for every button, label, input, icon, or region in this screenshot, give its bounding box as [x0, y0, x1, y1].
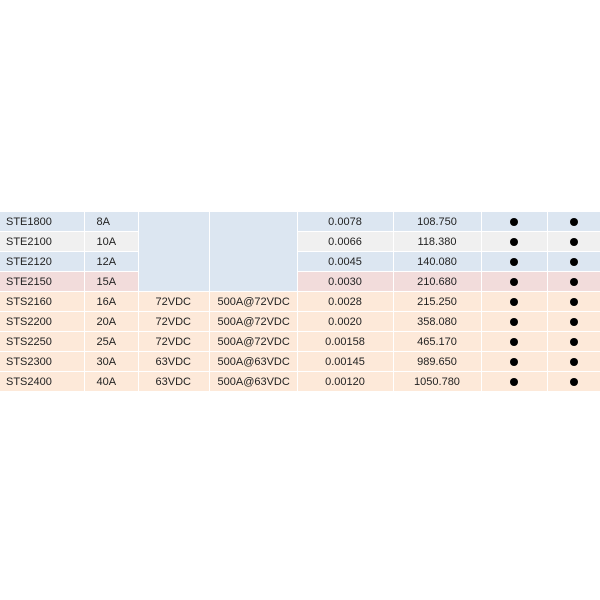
mark-cell	[481, 332, 547, 352]
table-row	[0, 332, 600, 352]
current-cell: 25A	[84, 332, 138, 352]
resistance-cell: 0.00120	[297, 372, 393, 392]
voltage-cell-merged	[138, 212, 209, 292]
breaking-capacity-cell: 500A@63VDC	[209, 352, 297, 372]
part-number-cell: STE2100	[0, 232, 84, 252]
mark-cell	[481, 272, 547, 292]
table-row	[0, 372, 600, 392]
filled-dot-icon	[570, 218, 578, 226]
filled-dot-icon	[510, 278, 518, 286]
value-cell: 465.170	[393, 332, 481, 352]
value-cell: 989.650	[393, 352, 481, 372]
mark-cell	[547, 272, 600, 292]
table-row	[0, 232, 600, 252]
filled-dot-icon	[570, 378, 578, 386]
resistance-cell: 0.00145	[297, 352, 393, 372]
filled-dot-icon	[570, 278, 578, 286]
filled-dot-icon	[570, 238, 578, 246]
mark-cell	[481, 292, 547, 312]
filled-dot-icon	[510, 338, 518, 346]
filled-dot-icon	[510, 358, 518, 366]
filled-dot-icon	[570, 318, 578, 326]
value-cell: 358.080	[393, 312, 481, 332]
specs-table	[0, 212, 600, 392]
resistance-cell: 0.0030	[297, 272, 393, 292]
table-row	[0, 352, 600, 372]
filled-dot-icon	[510, 238, 518, 246]
mark-cell	[481, 232, 547, 252]
filled-dot-icon	[510, 378, 518, 386]
breaking-capacity-cell-merged	[209, 212, 297, 292]
part-number-cell: STS2400	[0, 372, 84, 392]
mark-cell	[547, 292, 600, 312]
filled-dot-icon	[510, 258, 518, 266]
resistance-cell: 0.0045	[297, 252, 393, 272]
mark-cell	[481, 372, 547, 392]
voltage-cell: 63VDC	[138, 372, 209, 392]
mark-cell	[481, 352, 547, 372]
table-row	[0, 272, 600, 292]
filled-dot-icon	[510, 218, 518, 226]
part-number-cell: STE2150	[0, 272, 84, 292]
mark-cell	[481, 212, 547, 232]
current-cell: 8A	[84, 212, 138, 232]
mark-cell	[547, 212, 600, 232]
voltage-cell: 72VDC	[138, 312, 209, 332]
mark-cell	[547, 312, 600, 332]
breaking-capacity-cell: 500A@72VDC	[209, 332, 297, 352]
breaking-capacity-cell: 500A@72VDC	[209, 292, 297, 312]
resistance-cell: 0.0020	[297, 312, 393, 332]
current-cell: 40A	[84, 372, 138, 392]
breaking-capacity-cell: 500A@72VDC	[209, 312, 297, 332]
part-number-cell: STS2200	[0, 312, 84, 332]
mark-cell	[547, 252, 600, 272]
mark-cell	[547, 352, 600, 372]
resistance-cell: 0.0066	[297, 232, 393, 252]
value-cell: 140.080	[393, 252, 481, 272]
table-row	[0, 252, 600, 272]
voltage-cell: 63VDC	[138, 352, 209, 372]
resistance-cell: 0.0028	[297, 292, 393, 312]
current-cell: 10A	[84, 232, 138, 252]
mark-cell	[481, 312, 547, 332]
part-number-cell: STS2300	[0, 352, 84, 372]
table-row	[0, 212, 600, 232]
mark-cell	[481, 252, 547, 272]
filled-dot-icon	[570, 358, 578, 366]
part-number-cell: STS2250	[0, 332, 84, 352]
filled-dot-icon	[570, 258, 578, 266]
value-cell: 215.250	[393, 292, 481, 312]
resistance-cell: 0.00158	[297, 332, 393, 352]
filled-dot-icon	[570, 338, 578, 346]
current-cell: 16A	[84, 292, 138, 312]
value-cell: 1050.780	[393, 372, 481, 392]
filled-dot-icon	[570, 298, 578, 306]
current-cell: 12A	[84, 252, 138, 272]
voltage-cell: 72VDC	[138, 292, 209, 312]
resistance-cell: 0.0078	[297, 212, 393, 232]
part-number-cell: STS2160	[0, 292, 84, 312]
breaking-capacity-cell: 500A@63VDC	[209, 372, 297, 392]
value-cell: 108.750	[393, 212, 481, 232]
current-cell: 20A	[84, 312, 138, 332]
mark-cell	[547, 332, 600, 352]
mark-cell	[547, 232, 600, 252]
table-row	[0, 312, 600, 332]
value-cell: 118.380	[393, 232, 481, 252]
mark-cell	[547, 372, 600, 392]
table-row	[0, 292, 600, 312]
filled-dot-icon	[510, 318, 518, 326]
part-number-cell: STE1800	[0, 212, 84, 232]
current-cell: 30A	[84, 352, 138, 372]
current-cell: 15A	[84, 272, 138, 292]
voltage-cell: 72VDC	[138, 332, 209, 352]
filled-dot-icon	[510, 298, 518, 306]
value-cell: 210.680	[393, 272, 481, 292]
part-number-cell: STE2120	[0, 252, 84, 272]
